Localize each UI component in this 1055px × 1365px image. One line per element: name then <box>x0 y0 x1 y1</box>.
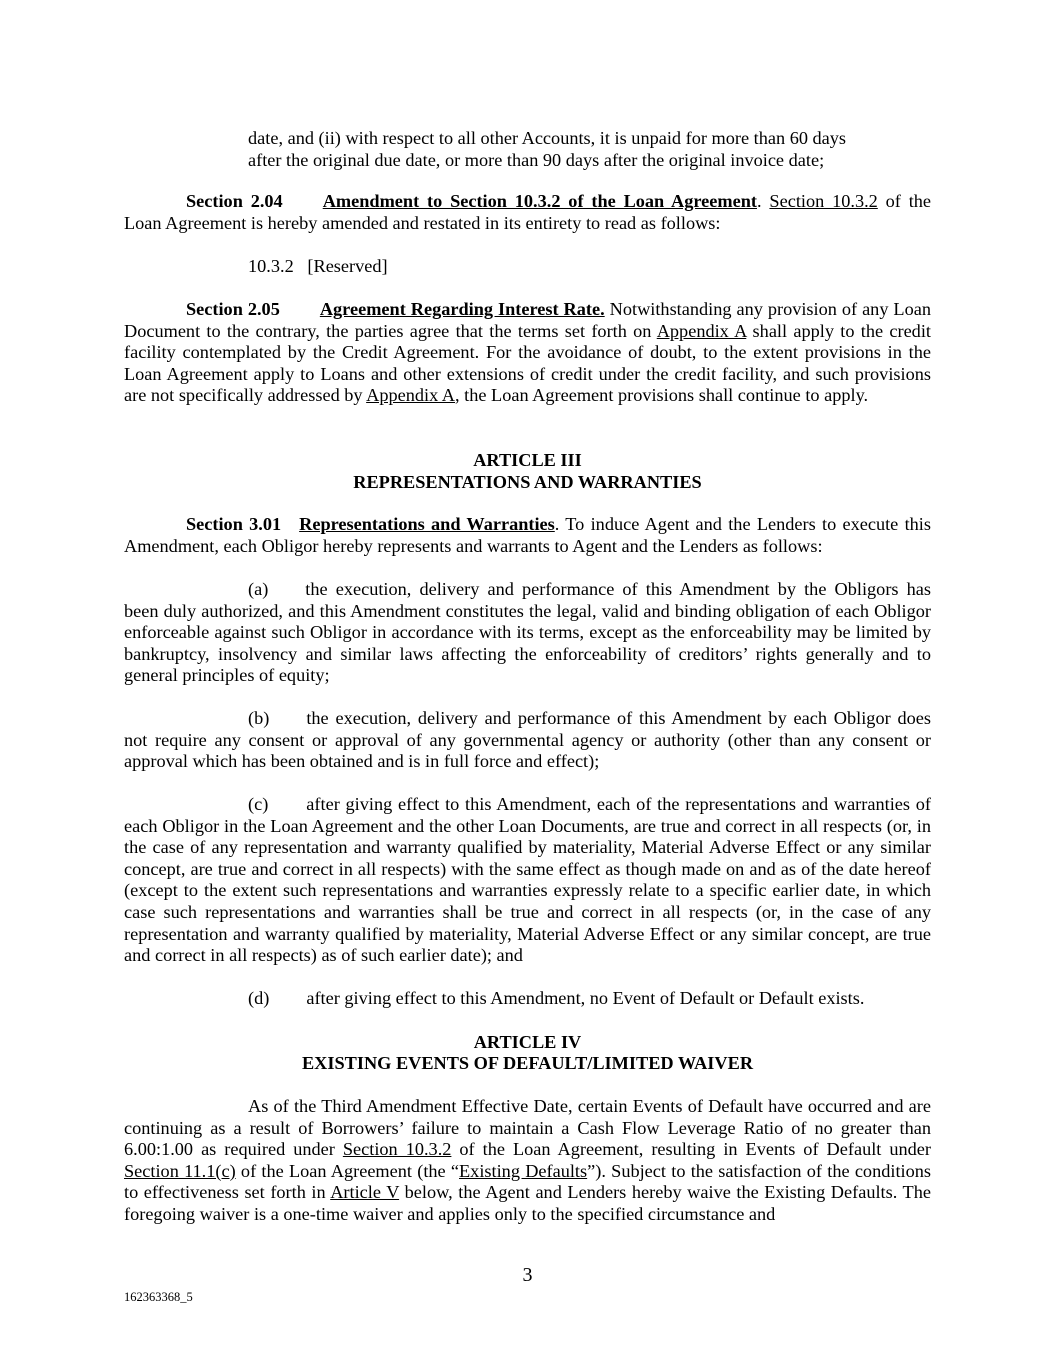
waiver-text-1: As of the Third Amendment Effective Date, certain Events of Default have occurred and are continuing as a result of Borrowers’ failure to maintain a Cash Flow Leverage Ratio of no greater than 6.00:1.00 as required under <box>124 1096 931 1160</box>
item-c-label: (c) <box>248 794 269 814</box>
document-id: 162363368_5 <box>124 1290 193 1304</box>
waiver-text-4: ”). Subject to the satisfaction of the conditions to effectiveness set forth in <box>124 1160 931 1203</box>
section-3-01 <box>124 514 931 557</box>
section-2-05-text-1: Notwithstanding any provision of any Loan Document to the contrary, the parties agree that the terms set forth on <box>124 299 931 341</box>
waiver-paragraph <box>124 1096 931 1226</box>
section-2-04-ref: Section 10.3.2 <box>769 191 878 211</box>
section-2-05 <box>124 299 931 407</box>
item-d-text: after giving effect to this Amendment, no Event of Default or Default exists. <box>306 988 865 1008</box>
article-iii-title: ARTICLE III <box>473 450 582 470</box>
item-b <box>124 708 931 773</box>
article-iv-title: ARTICLE IV <box>473 1032 582 1052</box>
section-2-04-number: Section 2.04 <box>186 191 283 211</box>
section-2-05-number: Section 2.05 <box>186 299 280 319</box>
section-2-05-heading: Agreement Regarding Interest Rate. <box>319 299 605 319</box>
item-b-text: the execution, delivery and performance of this Amendment by each Obligor does not require any consent or approval of any governmental agency or authority (other than any consent or approval which has been obtained and is in full force and effect); <box>124 708 931 772</box>
page-number: 3 <box>522 1264 533 1286</box>
item-c-text: after giving effect to this Amendment, each of the representations and warranties of each Obligor in the Loan Agreement and the other Loan Documents, are true and correct in all respects (or, in the case of any representation and warranty qualified by materiality, Material Adverse Effect or any similar concept, are true and correct in all respects) with the same effect as though made on and as of the date hereof (except to the extent such representations and warranties expressly relate to a specific earlier date, in which case such representations and warranties shall be true and correct in all respects (or, in the case of any representation and warranty qualified by materiality, Material Adverse Effect or any similar concept, are true and correct in all respects) as of such earlier date); and <box>124 794 931 966</box>
section-2-05-text-2: shall apply to the credit facility contemplated by the Credit Agreement. For the avoidance of doubt, to the extent provisions in the Loan Agreement apply to Loans and other extensions of credit under the credit facility, and such provisions are not specifically addressed by <box>124 320 931 406</box>
intro-clause <box>124 128 931 171</box>
waiver-text-3: of the Loan Agreement (the “ <box>235 1160 460 1181</box>
section-2-04 <box>124 191 931 234</box>
waiver-text-5: below, the Agent and Lenders hereby waive the Existing Defaults. The foregoing waiver is a one-time waiver and applies only to the specified circumstance and <box>124 1182 931 1224</box>
item-d <box>124 988 931 1010</box>
section-2-04-text: of the Loan Agreement is hereby amended and restated in its entirety to read as follows: <box>124 191 932 233</box>
item-d-label: (d) <box>248 988 270 1008</box>
article-iii-subtitle: REPRESENTATIONS AND WARRANTIES <box>353 472 702 492</box>
section-3-01-heading: Representations and Warranties <box>299 514 555 534</box>
item-a-text: the execution, delivery and performance of this Amendment by the Obligors has been duly authorized, and this Amendment constitutes the legal, valid and binding obligation of each Obligor enforceable against such Obligor in accordance with its terms, except as the enforceability may be limited by bankruptcy, insolvency and similar laws affecting the enforceability of creditors’ rights generally and to general principles of equity; <box>124 579 931 686</box>
appendix-a-ref-1: Appendix A <box>656 320 747 341</box>
section-2-05-text-3: , the Loan Agreement provisions shall continue to apply. <box>455 385 869 406</box>
existing-defaults-term: Existing Defaults <box>459 1160 588 1181</box>
item-c <box>124 794 931 967</box>
section-10-3-2-ref: Section 10.3.2 <box>342 1139 452 1160</box>
item-a-label: (a) <box>248 579 269 599</box>
section-3-01-text: . To induce Agent and the Lenders to execute this Amendment, each Obligor hereby represents and warrants to Agent and the Lenders as follows: <box>124 514 931 556</box>
article-iv-subtitle: EXISTING EVENTS OF DEFAULT/LIMITED WAIVER <box>301 1053 754 1073</box>
intro-line-2: after the original due date, or more than 90 days after the original invoice date; <box>248 149 825 170</box>
item-b-label: (b) <box>248 708 270 728</box>
section-11-1c-ref: Section 11.1(c) <box>124 1160 236 1181</box>
waiver-text-2: of the Loan Agreement, resulting in Events of Default under <box>451 1139 931 1160</box>
section-2-04-dot: . <box>757 191 762 211</box>
item-a <box>124 579 931 687</box>
section-2-04-heading: Amendment to Section 10.3.2 of the Loan Agreement <box>322 191 757 211</box>
article-v-ref: Article V <box>330 1182 400 1203</box>
section-3-01-number: Section 3.01 <box>186 514 282 534</box>
appendix-a-ref-2: Appendix A <box>366 385 456 406</box>
reserved-clause: 10.3.2 [Reserved] <box>248 256 388 276</box>
intro-line-1: date, and (ii) with respect to all other Accounts, it is unpaid for more than 60 days <box>248 128 847 148</box>
